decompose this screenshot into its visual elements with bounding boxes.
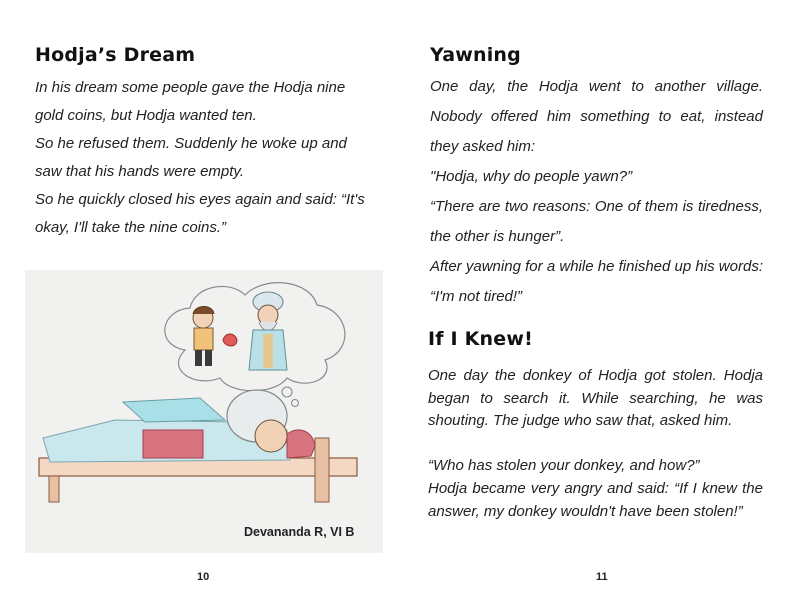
paragraph: So he quickly closed his eyes again and said: “It's okay, I'll take the nine coins.” [35,191,365,236]
boy-figure [193,307,214,367]
paragraph: Hodja became very angry and said: “If I knew the answer, my donkey wouldn't have been stolen!” [428,480,763,520]
paragraph: “There are two reasons: One of them is tiredness, the other is hunger”. [430,198,763,245]
page-number-right: 11 [596,571,608,583]
story-illustration [25,270,383,553]
paragraph: In his dream some people gave the Hodja nine gold coins, but Hodja wanted ten. [35,79,346,124]
paragraph: “Who has stolen your donkey, and how?” [428,457,700,474]
paragraph: One day, the Hodja went to another village. Nobody offered him something to eat, instead they asked him: [430,78,763,155]
paragraph: "Hodja, why do people yawn?” [430,168,633,185]
right-story-title-2: If I Knew! [428,328,533,350]
bubble-dot [292,400,299,407]
paragraph: One day the donkey of Hodja got stolen. Hodja began to search it. While searching, he was shouting. The judge who saw that, asked him. [428,367,763,429]
right-story-title-1: Yawning [430,44,521,66]
oldman-figure [249,292,287,370]
coin-bag-icon [223,334,237,346]
illustration-credit: Devananda R, VI B [244,525,355,539]
sleeping-hodja [43,390,315,462]
left-story-title: Hodja’s Dream [35,44,196,66]
sleeping-hodja-dream-drawing [25,270,383,553]
page-number-left: 10 [197,571,210,583]
bubble-dot [282,387,292,397]
paragraph: So he refused them. Suddenly he woke up and saw that his hands were empty. [35,135,347,180]
paragraph: After yawning for a while he finished up his words: “I'm not tired!” [430,258,763,305]
